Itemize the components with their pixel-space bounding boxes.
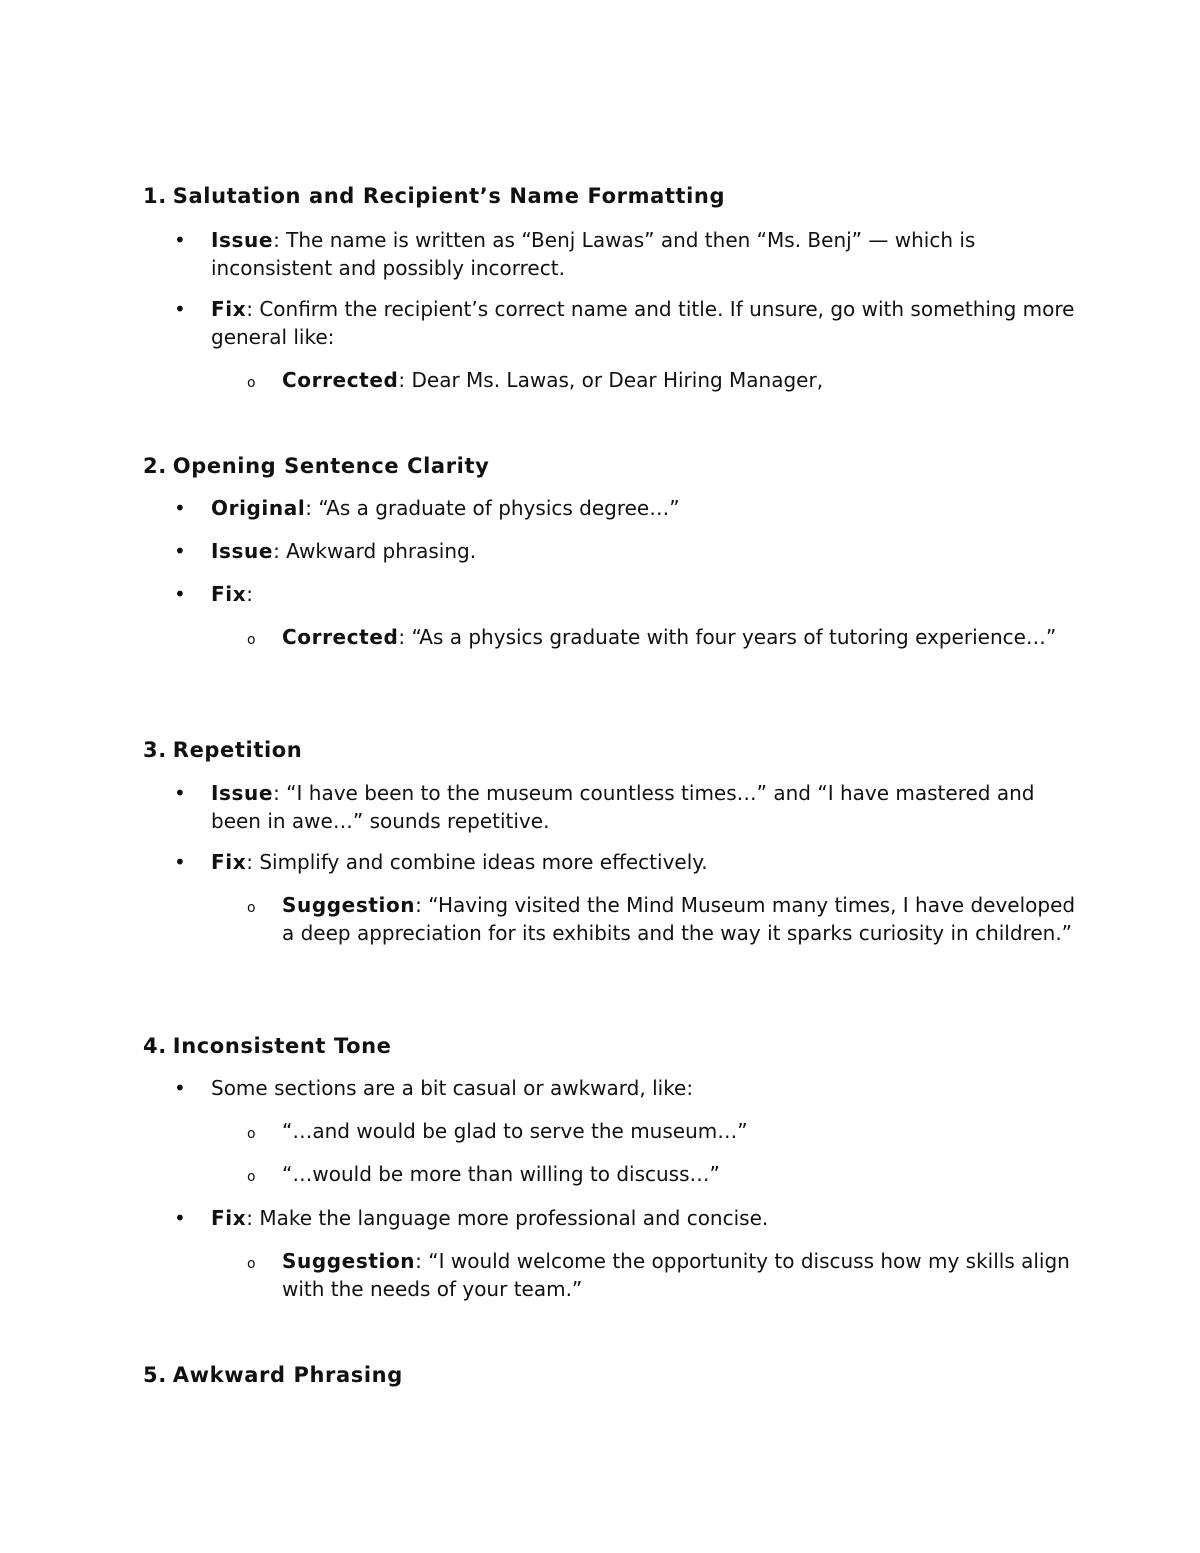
item-label: Fix: [211, 582, 247, 606]
list-item: [211, 537, 1081, 565]
item-text: : Awkward phrasing.: [273, 539, 477, 563]
section-heading-4: [143, 1032, 392, 1060]
item-text: “…would be more than willing to discuss…”: [282, 1162, 720, 1186]
item-text: “…and would be glad to serve the museum…”: [282, 1119, 748, 1143]
section-title: Repetition: [172, 738, 303, 762]
sub-list-item: [282, 1247, 1082, 1303]
section-number: 2.: [143, 454, 167, 478]
list-item: [211, 295, 1081, 351]
sub-list-item: [282, 891, 1082, 947]
item-text: : The name is written as “Benj Lawas” and then “Ms. Benj” — which is inconsistent and possibly incorrect.: [211, 228, 976, 280]
item-label: Issue: [211, 539, 274, 563]
section-title: Opening Sentence Clarity: [172, 454, 490, 478]
section-number: 4.: [143, 1034, 167, 1058]
item-label: Fix: [211, 1206, 247, 1230]
section-title: Salutation and Recipient’s Name Formatting: [172, 184, 726, 208]
sub-list-item: [282, 366, 1082, 394]
item-text: : “I have been to the museum countless times…” and “I have mastered and been in awe…” sounds repetitive.: [211, 781, 1035, 833]
list-item: [211, 226, 1081, 282]
sub-list-item: [282, 623, 1082, 651]
list-item: [211, 779, 1081, 835]
item-text: : Simplify and combine ideas more effectively.: [246, 850, 708, 874]
item-text: : Confirm the recipient’s correct name and title. If unsure, go with something more general like:: [211, 297, 1075, 349]
item-text: :: [246, 582, 253, 606]
item-text: : “As a graduate of physics degree…”: [305, 496, 680, 520]
sub-list-item: [282, 1160, 1082, 1188]
section-number: 3.: [143, 738, 167, 762]
sub-list-item: [282, 1117, 1082, 1145]
list-item: [211, 494, 1081, 522]
section-title: Inconsistent Tone: [172, 1034, 392, 1058]
item-label: Corrected: [282, 368, 399, 392]
section-number: 5.: [143, 1363, 167, 1387]
section-heading-5: [143, 1361, 403, 1389]
section-heading-3: [143, 736, 302, 764]
item-label: Fix: [211, 297, 247, 321]
item-text: : “Having visited the Mind Museum many times, I have developed a deep appreciation for its exhibits and the way it sparks curiosity in children.”: [282, 893, 1076, 945]
item-text: : “I would welcome the opportunity to discuss how my skills align with the needs of your team.”: [282, 1249, 1070, 1301]
section-number: 1.: [143, 184, 167, 208]
section-heading-1: [143, 182, 725, 210]
item-label: Fix: [211, 850, 247, 874]
section-heading-2: [143, 452, 489, 480]
list-item: [211, 580, 1081, 608]
list-item: [211, 1204, 1081, 1232]
item-label: Issue: [211, 228, 274, 252]
item-label: Suggestion: [282, 893, 416, 917]
item-text: : Dear Ms. Lawas, or Dear Hiring Manager,: [398, 368, 824, 392]
section-title: Awkward Phrasing: [172, 1363, 403, 1387]
list-item: [211, 1074, 1081, 1102]
item-text: : Make the language more professional and concise.: [246, 1206, 769, 1230]
item-label: Corrected: [282, 625, 399, 649]
item-label: Issue: [211, 781, 274, 805]
item-text: : “As a physics graduate with four years of tutoring experience…”: [398, 625, 1057, 649]
item-label: Original: [211, 496, 306, 520]
item-text: Some sections are a bit casual or awkward, like:: [211, 1076, 694, 1100]
item-label: Suggestion: [282, 1249, 416, 1273]
list-item: [211, 848, 1081, 876]
